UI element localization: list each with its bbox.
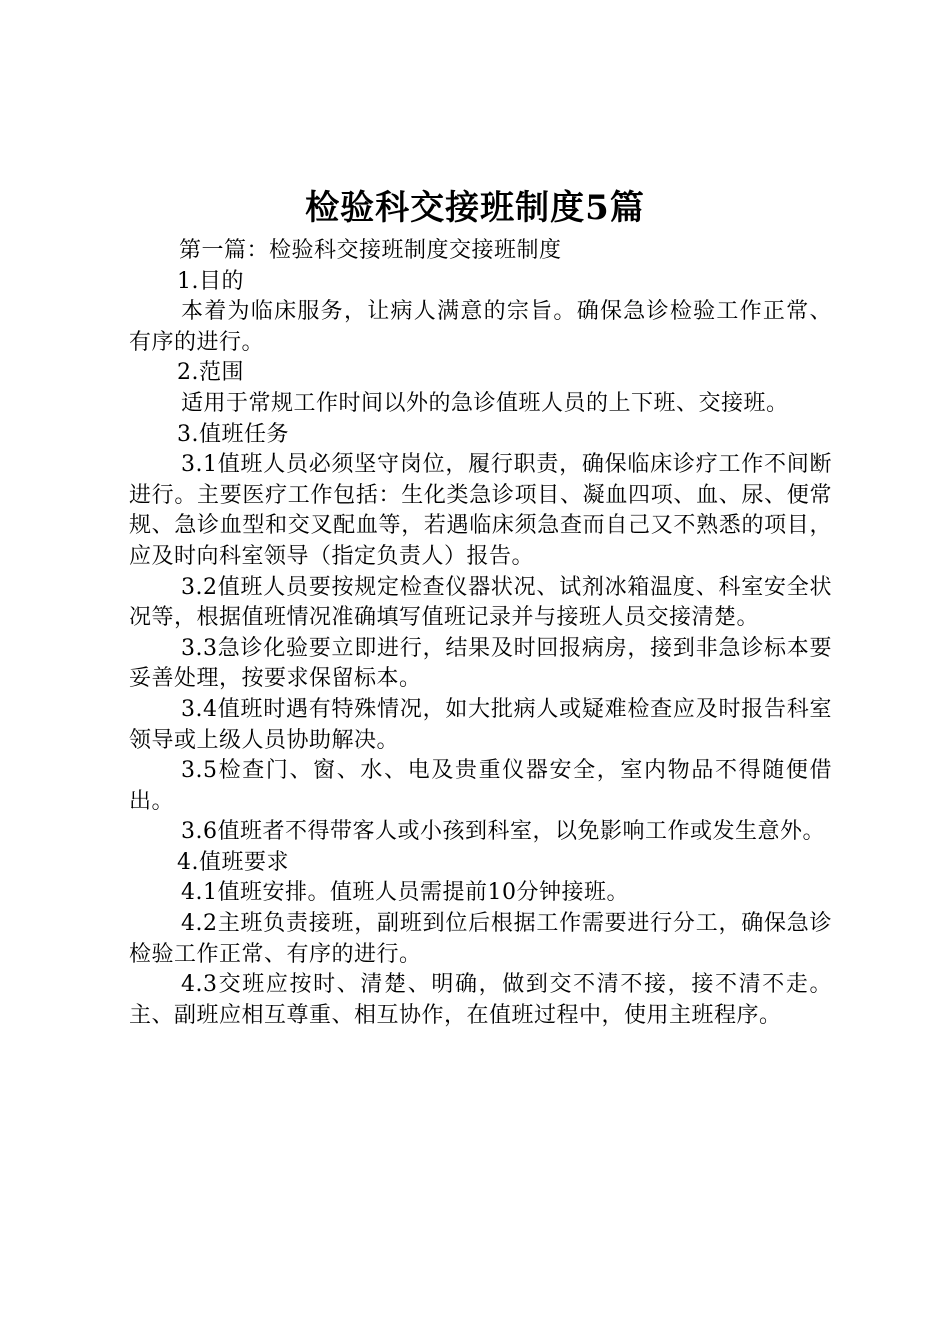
section-heading-duty-tasks: 3.值班任务 xyxy=(177,421,289,447)
section-heading-duty-requirements: 4.值班要求 xyxy=(177,849,289,875)
paragraph-3-5: 3.5检查门、窗、水、电及贵重仪器安全，室内物品不得随便借出。 xyxy=(129,758,832,814)
paragraph-purpose: 本着为临床服务，让病人满意的宗旨。确保急诊检验工作正常、有序的进行。 xyxy=(129,299,832,355)
paragraph-scope: 适用于常规工作时间以外的急诊值班人员的上下班、交接班。 xyxy=(181,390,789,416)
paragraph-3-1: 3.1值班人员必须坚守岗位，履行职责，确保临床诊疗工作不间断进行。主要医疗工作包括：生化类急诊项目、凝血四项、血、尿、便常规、急诊血型和交叉配血等，若遇临床须急查而自己又不熟悉的项目，应及时向科室领导（指定负责人）报告。 xyxy=(129,452,832,569)
paragraph-4-3: 4.3交班应按时、清楚、明确，做到交不清不接，接不清不走。主、副班应相互尊重、相互协作，在值班过程中，使用主班程序。 xyxy=(129,972,832,1028)
paragraph-3-3: 3.3急诊化验要立即进行，结果及时回报病房，接到非急诊标本要妥善处理，按要求保留标本。 xyxy=(129,635,832,692)
paragraph-4-2: 4.2主班负责接班，副班到位后根据工作需要进行分工，确保急诊检验工作正常、有序的进行。 xyxy=(129,911,832,967)
document-body xyxy=(129,236,832,1031)
paragraph-3-6: 3.6值班者不得带客人或小孩到科室，以免影响工作或发生意外。 xyxy=(181,819,825,845)
document-title: 检验科交接班制度5篇 xyxy=(305,188,645,228)
section-heading-first: 第一篇：检验科交接班制度交接班制度 xyxy=(179,238,562,263)
paragraph-3-4: 3.4值班时遇有特殊情况，如大批病人或疑难检查应及时报告科室领导或上级人员协助解决。 xyxy=(129,696,832,753)
section-heading-scope: 2.范围 xyxy=(177,360,244,386)
section-heading-purpose: 1.目的 xyxy=(177,268,244,294)
paragraph-3-2: 3.2值班人员要按规定检查仪器状况、试剂冰箱温度、科室安全状况等，根据值班情况准确填写值班记录并与接班人员交接清楚。 xyxy=(129,574,832,631)
paragraph-4-1: 4.1值班安排。值班人员需提前10分钟接班。 xyxy=(181,880,629,906)
